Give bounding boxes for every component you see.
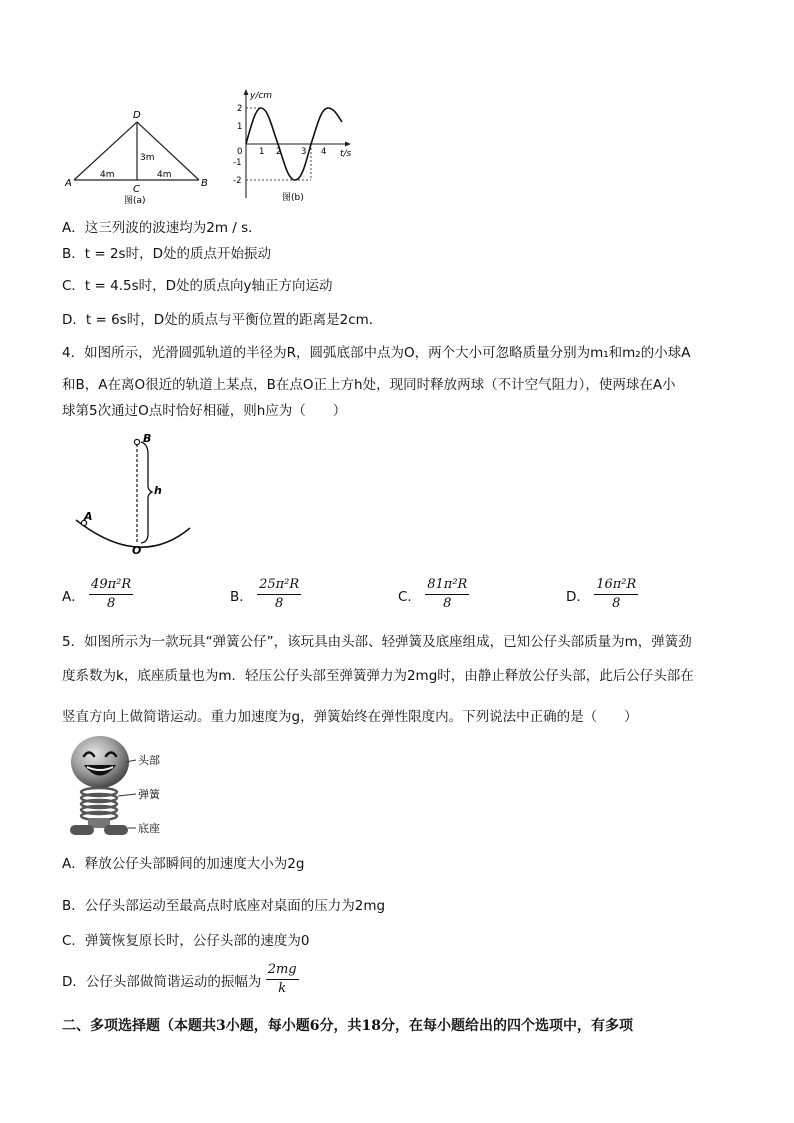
toy-left-foot: [70, 825, 94, 835]
q4-option-c-label: C．: [398, 588, 421, 605]
fig-b-ytick-0: 0: [237, 147, 243, 157]
fig-b-y-label: y/cm: [250, 91, 273, 101]
q4-option-c-den: 8: [443, 596, 452, 611]
q4-option-b-den: 8: [274, 596, 284, 611]
q4-stem-line1: 4．如图所示，光滑圆弧轨道的半径为R，圆弧底部中点为O，两个大小可忽略质量分别为m₁和m₂的小球A: [62, 345, 691, 361]
toy-label-base: 底座: [138, 822, 160, 835]
toy-right-foot: [104, 825, 128, 835]
q5-stem-line2: 度系数为k，底座质量也为m．轻压公仔头部至弹簧弹力为2mg时，由静止释放公仔头部，此后公仔头部在: [62, 668, 694, 684]
q5-option-d-den: k: [278, 981, 287, 996]
q3-option-a: A．这三列波的波速均为2m / s．: [62, 220, 262, 236]
q5-option-d-num: 2mg: [266, 962, 299, 980]
toy-spring-pointer: [118, 794, 136, 796]
q5-option-a: A．释放公仔头部瞬间的加速度大小为2g: [62, 856, 305, 872]
q3-option-c: C．t = 4.5s时，D处的质点向y轴正方向运动: [62, 278, 333, 294]
toy-label-head: 头部: [138, 754, 160, 767]
fig-b-ytick-m1: -1: [233, 158, 242, 168]
fig-a-label-a: A: [65, 178, 72, 189]
q5-option-d-label: D．公仔头部做简谐运动的振幅为: [62, 973, 262, 990]
q4-option-a-num: 49π²R: [89, 577, 133, 595]
fig-b-caption: 图(b): [282, 193, 304, 203]
q4-figure: [70, 430, 200, 558]
q3-option-d: D．t = 6s时，D处的质点与平衡位置的距离是2cm．: [62, 312, 383, 328]
fig-b-ytick-2: 2: [237, 104, 243, 114]
q4-stem-line3: 球第5次通过O点时恰好相碰，则h应为（ ）: [62, 403, 347, 419]
fig-b-xtick-2: 2: [276, 147, 282, 157]
q5-stem-line3: 竖直方向上做简谐运动。重力加速度为g，弹簧始终在弹性限度内。下列说法中正确的是（ ）: [62, 709, 638, 725]
fig-a-label-c: C: [133, 184, 140, 195]
q4-option-a: [62, 577, 133, 612]
q4-stem-line2: 和B，A在离O很近的轨道上某点，B在点O正上方h处，现同时释放两球（不计空气阻力），使两球在A小: [62, 377, 676, 393]
q4-option-c-fraction: [425, 577, 469, 612]
q4-option-b-label: B．: [230, 588, 253, 605]
toy-spring-coils: [81, 788, 117, 820]
q4-h-bracket: [141, 442, 152, 543]
toy-head-shape: [71, 736, 129, 788]
q5-option-d-fraction: [266, 962, 299, 997]
q4-option-d-den: 8: [612, 596, 621, 611]
q4-option-c: [398, 577, 469, 612]
q4-option-b-fraction: [257, 577, 301, 612]
fig-b-ytick-m2: -2: [233, 176, 242, 186]
fig-b-xtick-3: 3: [301, 147, 307, 157]
fig-b-y-arrow: [244, 89, 249, 95]
q5-option-c: C．弹簧恢复原长时，公仔头部的速度为0: [62, 933, 310, 949]
fig-b-x-label: t/s: [340, 149, 352, 159]
q4-option-b-num: 25π²R: [257, 577, 301, 595]
q4-label-o: O: [132, 544, 142, 557]
fig-a-right-length: 4m: [157, 170, 172, 180]
q4-option-b: [230, 577, 301, 612]
q4-option-a-den: 8: [106, 596, 116, 611]
q4-option-c-num: 81π²R: [425, 577, 469, 595]
fig-a-caption: 图(a): [124, 196, 146, 206]
q5-stem-line1: 5．如图所示为一款玩具“弹簧公仔”，该玩具由头部、轻弹簧及底座组成，已知公仔头部质量为m，弹簧劲: [62, 634, 692, 650]
q4-label-h: h: [154, 484, 162, 497]
figure-a: [62, 104, 222, 206]
section-2-heading: 二、多项选择题（本题共3小题，每小题6分，共18分，在每小题给出的四个选项中，有多项: [62, 1018, 633, 1034]
q4-option-d-num: 16π²R: [594, 577, 638, 595]
figure-b: [228, 86, 364, 206]
q5-option-d: [62, 962, 299, 997]
fig-b-x-arrow: [345, 142, 351, 147]
q4-option-a-label: A．: [62, 588, 85, 605]
q5-option-b: B．公仔头部运动至最高点时底座对桌面的压力为2mg: [62, 898, 386, 914]
q4-option-d: [566, 577, 638, 612]
fig-b-xtick-1: 1: [259, 147, 265, 157]
fig-a-label-b: B: [201, 178, 208, 189]
q4-option-d-label: D．: [566, 588, 590, 605]
q4-ball-b: [134, 439, 139, 444]
q4-option-d-fraction: [594, 577, 638, 612]
q4-label-a: A: [84, 510, 93, 523]
q4-option-a-fraction: [89, 577, 133, 612]
fig-b-xtick-4: 4: [321, 147, 327, 157]
fig-a-label-d: D: [133, 110, 141, 121]
q5-spring-toy-figure: [62, 734, 172, 840]
fig-a-left-length: 4m: [100, 170, 115, 180]
q3-option-b: B．t = 2s时，D处的质点开始振动: [62, 246, 271, 262]
fig-a-height: 3m: [140, 153, 155, 163]
fig-b-ytick-1: 1: [237, 122, 243, 132]
toy-label-spring: 弹簧: [138, 788, 160, 801]
q4-label-b: B: [143, 432, 152, 445]
